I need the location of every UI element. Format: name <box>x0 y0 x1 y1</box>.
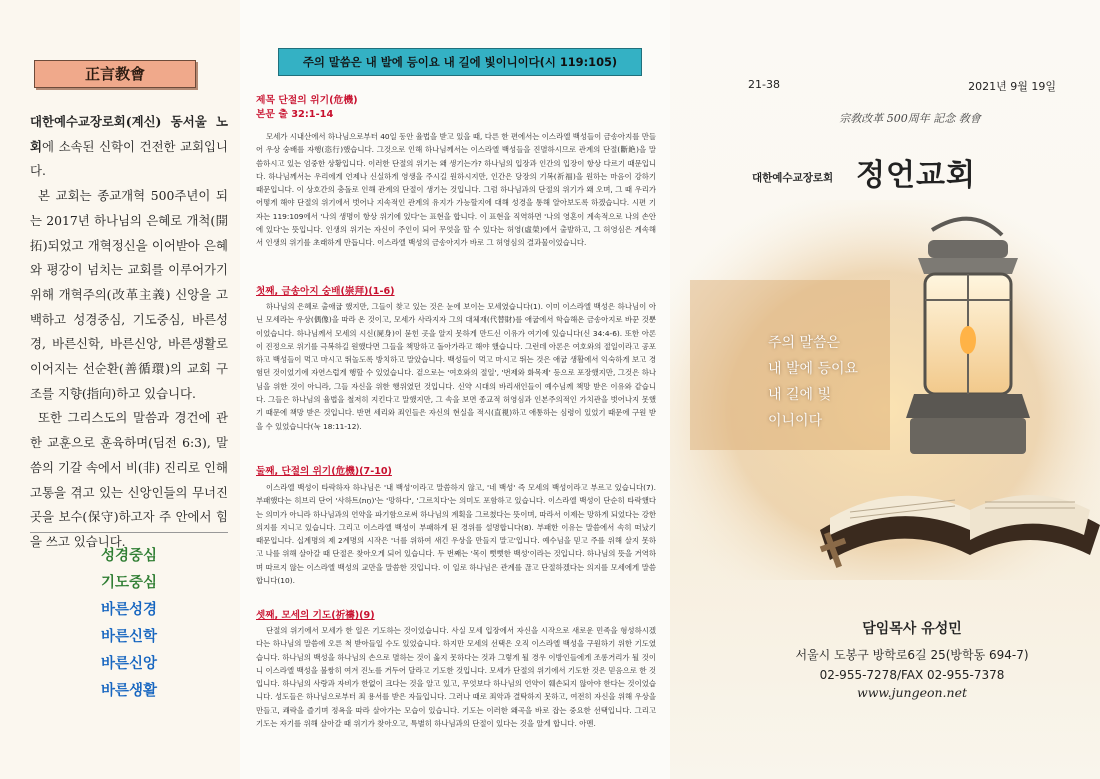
denomination-presbytery: 대한예수교장로회(계신) 동서울 노회 <box>30 114 228 154</box>
section-3-text: 단절의 위기에서 모세가 한 일은 기도하는 것이었습니다. 사실 모세 입장에서 자신을 시작으로 새로운 민족을 형성하시겠다는 하나님의 말씀에 오른 척 받아들일 수도 있었습니다. 하지만 모세의 선택은 오직 이스라엘 백성을 구원하기 위한 기도였습니다. 하나님의 백성을 하나님의 손으로 멸하는 것이 옳지 못하다는 것과 그렇게 될 경우 이방인들에게 조롱거리가 될 것이니 이스라엘 백성을 불쌍히 여겨 진노를 거두어 달라고 기도한 것입니다. 모세가 단절의 위기에서 기도한 것은 믿음으로 한 것입니다. 하나님의 사랑과 자비가 한없이 크다는 것을 알고 있고, 무엇보다 하나님의 언약이 훼손되지 않아야 한다는 것이었습니다. 성도들은 하나님으로부터 죄 용서를 받은 자들입니다. 그러나 때로 죄악과 결탁하지 못하고, 여전히 자신을 위해 우상을 만들고, 쾌락을 즐기며 정욕을 따라 살아가는 모습이 있습니다. 기도는 이러한 왜곡을 바로 잡는 중요한 선택입니다. 그리고 기도는 자기를 위해 살아갈 때 위기가 찾아오고, 특별히 하나님과의 단절이 있다는 것을 알게 합니다. 아멘. <box>256 626 656 729</box>
reformation-subtitle: 宗敎改革 500周年 記念 敎會 <box>839 112 981 125</box>
cover-verse-overlay <box>768 330 918 434</box>
section-2-title: 둘째, 단절의 위기(危機)(7-10) <box>256 466 392 477</box>
denomination-label: 대한예수교장로회 <box>752 172 834 184</box>
sermon-title: 제목 단절의 위기(危機) <box>256 95 358 106</box>
bulletin-date: 2021년 9월 19일 <box>968 80 1056 93</box>
sermon-text-ref: 본문 출 32:1-14 <box>256 109 334 120</box>
church-values-list <box>30 543 228 705</box>
church-intro-panel <box>0 0 240 779</box>
church-phone: 02-955-7278/FAX 02-955-7378 <box>819 668 1005 682</box>
overlay-line: 이니이다 <box>768 413 823 429</box>
overlay-line: 내 발에 등이요 <box>768 361 859 377</box>
value-item: 바른신학 <box>100 629 158 645</box>
intro-paragraph-3: 또한 그리스도의 말씀과 경건에 관한 교훈으로 훈육하며(딤전 6:3), 말씀의 기갈 속에서 비(非) 진리로 인해 고통을 겪고 있는 신앙인들의 무너진 곳을 보수(保守)하고자 주 안에서 힘을 쓰고 있습니다. <box>30 410 228 549</box>
value-item: 바른성경 <box>100 602 158 618</box>
church-website-link[interactable]: www.jungeon.net <box>857 685 967 700</box>
value-item: 바른생활 <box>100 683 158 699</box>
intro-paragraph-2: 본 교회는 종교개혁 500주년이 되는 2017년 하나님의 은혜로 개척(開拓)되었고 개혁정신을 이어받아 은혜와 평강이 넘치는 교회를 이루어가기 위해 개혁주의(改革主義) 신앙을 고백하고 성경중심, 기도중심, 바른성경, 바른신학, 바른신앙, 바른생활로 이어지는 선순환(善循環)의 교회 구조를 지향(指向)하고 있습니다. <box>30 188 228 401</box>
church-intro-text <box>30 110 228 555</box>
value-item: 성경중심 <box>100 548 158 564</box>
church-title: 정언교회 <box>856 158 976 193</box>
value-item: 기도중심 <box>100 575 158 591</box>
contact-block <box>782 645 1042 700</box>
sermon-column <box>240 0 670 779</box>
divider <box>30 532 228 533</box>
intro-rest: 에 소속된 신학이 건전한 교회입니다. <box>30 138 228 179</box>
section-3-title: 셋째, 모세의 기도(祈禱)(9) <box>256 610 375 621</box>
overlay-line: 주의 말씀은 <box>768 335 841 351</box>
section-1-text: 하나님의 은혜로 출애굽 했지만, 그들이 찾고 있는 것은 눈에 보이는 모세였습니다(1). 이미 이스라엘 백성은 하나님이 아닌 모세라는 우상(偶像)을 따라 온 것이고, 모세가 사라지자 그의 대체재(代替財)를 애굽에서 학습해온 금송아지로 바꾼 것뿐이었습니다. 하나님께서 모세의 시신(屍身)이 묻힌 곳을 알지 못하게 만드신 이유가 여기에 있습니다(신 34:4-6). 또한 아론이 진정으로 위기를 극복하길 원했다면 그들을 책망하고 돌아가라고 해야 했습니다. 그런데 아론은 여호와의 절일이라고 공포하고 백성들이 먹고 마시고 뛰놀도록 방치하고 말았습니다. 백성들이 먹고 마시고 뛰는 것은 애굽 생활에서 익숙하게 보고 경험던 것이었기에 자연스럽게 행할 수 있었습니다. 겉으로는 '여호와의 절일', '번제와 화목제' 등으로 포장했지만, 그것은 하나님을 위한 것이 아니라, 그들 자신을 위한 행위였던 것입니다. 신약 시대의 바리새인들이 예수님께 책망 받은 이유와 같습니다. 그들은 하나님의 율법을 철저히 지킨다고 말했지만, 그 속을 보면 종교적 허영심과 인본주의적인 가치관을 벗어나지 못했기 때문에 책망 받은 것입니다. 반면 세리와 죄인들은 자신의 현실을 적시(直視)하고 애통하는 심령이 있었기 때문에 구원 받을 수 있었습니다(눅 18:11-12). <box>256 302 656 431</box>
overlay-line: 내 길에 빛 <box>768 387 831 403</box>
church-name-label: 正言教會 <box>34 60 196 88</box>
sermon-intro: 모세가 시내산에서 하나님으로부터 40일 동안 율법을 받고 있을 때, 다른 한 편에서는 이스라엘 백성들이 금송아지를 만들어 우상 숭배를 자행(恣行)했습니다. 그것으로 인해 하나님께서는 이스라엘 백성들을 진멸하시므로 관계의 단절(斷絶)을 말씀하시고 있는 엄중한 상황입니다. 이러한 단절의 위기는 왜 생기는가? 하나님의 입장과 인간의 입장이 항상 다르기 때문입니다. 하나님께서는 우리에게 언제나 신실하게 영생을 주시길 원하시지만, 인간은 당장의 기복(祈福)을 원하는 마음이 강하기 때문입니다. 이 상호간의 충돌로 인해 관계의 단절이 생기는 것입니다. 그럼 하나님과의 단절의 위기가 왜 오며, 그 때 우리가 어떻게 해야 단절의 위기에서 벗어나 지속적인 관계의 유지가 가능할지에 대해 성경을 통해 알아보도록 하겠습니다. 시편 기자는 119:109에서 '나의 생명이 항상 위기에 있다'는 표현을 합니다. 이 표현을 직역하면 '나의 영혼이 계속적으로 나의 손안에 있다'는 뜻입니다. 인생의 위기는 자신이 주인이 되어 무엇을 할 수 있다는 허영(虛榮)에서 출발하고, 그 허영심은 계속해서 인생의 위기를 초래하게 만듭니다. 이스라엘 백성의 금송아지가 바로 그 허영심의 결과물이었습니다. <box>256 132 656 248</box>
senior-pastor: 담임목사 유성민 <box>862 621 962 637</box>
church-address: 서울시 도봉구 방학로6길 25(방학동 694-7) <box>795 648 1029 662</box>
value-item: 바른신앙 <box>100 656 158 672</box>
section-2-text: 이스라엘 백성이 타락하자 하나님은 '내 백성'이라고 말씀하지 않고, '네 백성' 즉 모세의 백성이라고 부르고 있습니다(7). 부패했다는 히브리 단어 '사하트(חַת)'는 '망하다', '그르치다'는 의미도 포함하고 있습니다. 이스라엘 백성이 단순히 타락했다는 의미가 아니라 하나님과의 언약을 파기함으로써 하나님의 계획을 그르쳤다는 뜻이며, 따라서 이제는 망하게 되었다는 강한 의지를 지니고 있습니다. 그리고 이스라엘 백성이 부패하게 된 경위를 설명합니다(8). 부패한 이유는 말씀에서 속히 떠났기 때문입니다. 십계명의 제 2계명의 시작은 '너를 위하여 새긴 우상을 만들지 말고'입니다. 예수님을 믿고 주를 위해 살지 못하고 나를 위해 살아갈 때 단절은 찾아오게 되어 있습니다. 두 번째는 '목이 뻣뻣한 백성'이라는 것입니다. 하나님의 뜻을 거역하며 따르지 않는 이스라엘 백성의 교만을 말씀한 것입니다. 이 일로 하나님은 관계를 끊고 단절하겠다는 의지를 모세에게 말씀합니다(10). <box>256 483 656 586</box>
issue-number: 21-38 <box>748 78 780 91</box>
bulletin-cover <box>670 0 1100 779</box>
theme-verse: 주의 말씀은 내 발에 등이요 내 길에 빛이니이다(시 119:105) <box>278 48 642 76</box>
section-1-title: 첫째, 금송아지 숭배(崇拜)(1-6) <box>256 286 395 297</box>
